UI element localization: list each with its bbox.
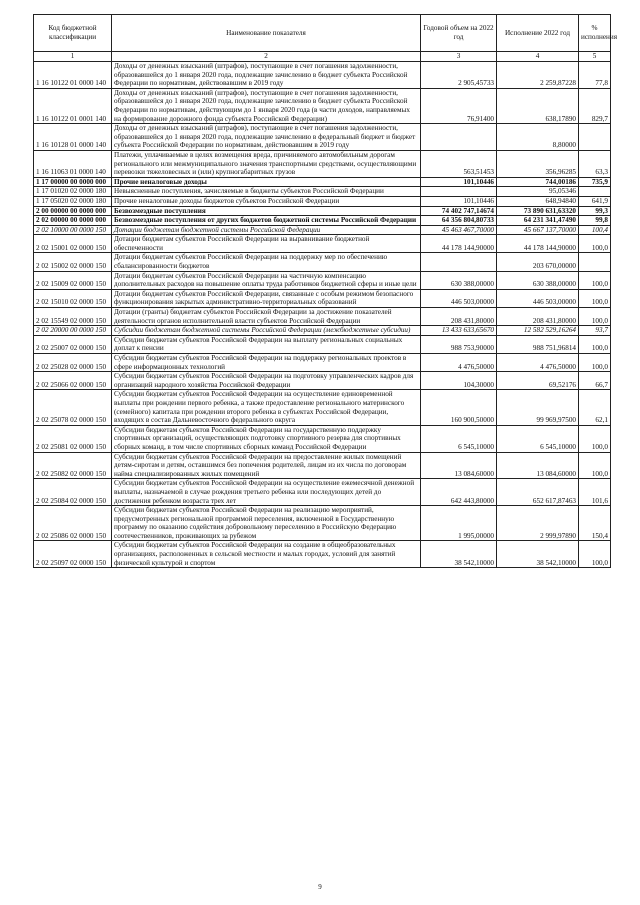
table-row [34,335,611,353]
row-exec: 38 542,10000 [497,541,579,568]
row-code: 2 02 10000 00 0000 150 [34,225,112,235]
row-exec: 648,94840 [497,196,579,206]
row-pct: 735,9 [579,177,611,187]
row-name: Дотации бюджетам субъектов Российской Федерации, связанные с особым режимом безопасного функционирования закрытых административно-территориальных образований [112,289,421,307]
row-code: 2 00 00000 00 0000 000 [34,206,112,216]
row-plan: 563,51453 [421,150,497,177]
row-pct: 829,7 [579,88,611,123]
table-row [34,271,611,289]
table-row [34,216,611,226]
row-exec: 99 969,97500 [497,390,579,425]
row-plan: 76,91400 [421,88,497,123]
column-number: 2 [112,52,421,62]
row-code: 2 02 25066 02 0000 150 [34,372,112,390]
row-plan: 4 476,50000 [421,354,497,372]
row-exec: 6 545,10000 [497,425,579,452]
row-name: Дотации бюджетам субъектов Российской Федерации на поддержку мер по обеспечению сбалансированности бюджетов [112,253,421,271]
row-name: Дотации бюджетам субъектов Российской Федерации на частичную компенсацию дополнительных расходов на повышение оплаты труда работников бюджетной сферы и иные цели [112,271,421,289]
row-code: 1 17 05020 02 0000 180 [34,196,112,206]
row-pct: 100,0 [579,235,611,253]
row-name: Субсидии бюджетам субъектов Российской Федерации на выплату региональных социальных доплат к пенсии [112,335,421,353]
row-exec: 2 259,87228 [497,62,579,89]
column-number: 4 [497,52,579,62]
row-pct: 100,4 [579,225,611,235]
row-pct: 150,4 [579,506,611,541]
row-code: 1 16 11063 01 0000 140 [34,150,112,177]
row-name: Доходы от денежных взысканий (штрафов), поступающие в счет погашения задолженности, образовавшейся до 1 января 2020 года, подлежащие зачислению в бюджет субъекта Российской Федерации по нормативам, действующим до 1 января 2020 года (в части доходов, направляемых на формирование дорожного фонда субъекта Российской Федерации) [112,88,421,123]
row-pct: 100,0 [579,308,611,326]
row-name: Невыясненные поступления, зачисляемые в бюджеты субъектов Российской Федерации [112,187,421,197]
row-code: 1 17 00000 00 0000 000 [34,177,112,187]
row-exec: 638,17890 [497,88,579,123]
row-name: Субсидии бюджетам субъектов Российской Федерации на подготовку управленческих кадров для организаций народного хозяйства Российской Федерации [112,372,421,390]
header-exec: Исполнение 2022 год [497,15,579,52]
row-name: Дотации бюджетам субъектов Российской Федерации на выравнивание бюджетной обеспеченности [112,235,421,253]
row-plan: 160 900,50000 [421,390,497,425]
row-plan: 38 542,10000 [421,541,497,568]
row-pct: 66,7 [579,372,611,390]
row-name: Дотации (гранты) бюджетам субъектов Российской Федерации за достижение показателей деятельности органов исполнительной власти субъектов Российской Федерации [112,308,421,326]
row-pct: 641,9 [579,196,611,206]
row-plan: 101,10446 [421,177,497,187]
table-row [34,308,611,326]
row-plan: 446 503,00000 [421,289,497,307]
table-row [34,187,611,197]
row-code: 2 02 25007 02 0000 150 [34,335,112,353]
row-code: 2 02 15001 02 0000 150 [34,235,112,253]
row-plan: 630 388,00000 [421,271,497,289]
row-plan [421,253,497,271]
table-row [34,235,611,253]
row-name: Доходы от денежных взысканий (штрафов), поступающие в счет погашения задолженности, образовавшейся до 1 января 2020 года, подлежащие зачислению в бюджет субъекта Российской Федерации по нормативам, действовавшим в 2019 году [112,62,421,89]
row-pct: 100,0 [579,425,611,452]
row-code: 2 02 15002 02 0000 150 [34,253,112,271]
table-row [34,354,611,372]
table-row [34,206,611,216]
row-name: Субсидии бюджетам субъектов Российской Федерации на поддержку региональных проектов в сфере информационных технологий [112,354,421,372]
row-plan: 13 084,60000 [421,452,497,479]
table-row [34,150,611,177]
row-name: Субсидии бюджетам субъектов Российской Федерации на осуществление ежемесячной денежной выплаты, назначаемой в случае рождения третьего ребенка или последующих детей до достижения ребенком возраста трех лет [112,479,421,506]
table-row [34,479,611,506]
row-code: 2 02 15010 02 0000 150 [34,289,112,307]
row-exec: 652 617,87463 [497,479,579,506]
row-exec: 95,05346 [497,187,579,197]
table-row [34,390,611,425]
row-exec: 4 476,50000 [497,354,579,372]
row-pct: 62,1 [579,390,611,425]
row-exec: 446 503,00000 [497,289,579,307]
row-code: 2 02 25078 02 0000 150 [34,390,112,425]
row-pct: 100,0 [579,541,611,568]
row-plan: 642 443,80000 [421,479,497,506]
row-name: Субсидии бюджетам субъектов Российской Федерации на осуществление единовременной выплаты при рождении первого ребенка, а также предоставление регионального материнского (семейного) капитала при рождении второго ребенка в субъектах Российской Федерации, входящих в состав Дальневосточного федерального округа [112,390,421,425]
row-plan: 101,10446 [421,196,497,206]
row-name: Субсидии бюджетам бюджетной системы Российской Федерации (межбюджетные субсидии) [112,326,421,336]
row-plan: 74 402 747,14674 [421,206,497,216]
row-exec: 13 084,60000 [497,452,579,479]
row-code: 2 02 15009 02 0000 150 [34,271,112,289]
row-exec: 208 431,80000 [497,308,579,326]
row-code: 1 16 10128 01 0000 140 [34,124,112,151]
row-exec: 64 231 341,47490 [497,216,579,226]
row-exec: 44 178 144,90000 [497,235,579,253]
header-plan: Годовой объем на 2022 год [421,15,497,52]
row-pct: 100,0 [579,354,611,372]
row-name: Прочие неналоговые доходы [112,177,421,187]
row-plan: 208 431,80000 [421,308,497,326]
row-code: 1 16 10122 01 0000 140 [34,62,112,89]
row-name: Платежи, уплачиваемые в целях возмещения вреда, причиняемого автомобильным дорогам регионального или межмуниципального значения транспортными средствами, осуществляющими перевозки тяжеловесных и (или) крупногабаритных грузов [112,150,421,177]
row-pct: 77,8 [579,62,611,89]
row-code: 2 02 25084 02 0000 150 [34,479,112,506]
table-row [34,253,611,271]
row-code: 2 02 00000 00 0000 000 [34,216,112,226]
column-number-row [34,52,611,62]
row-plan: 6 545,10000 [421,425,497,452]
row-exec: 630 388,00000 [497,271,579,289]
row-exec: 203 670,00000 [497,253,579,271]
row-name: Субсидии бюджетам субъектов Российской Федерации на создание в общеобразовательных организациях, расположенных в сельской местности и малых городах, условий для занятий физической культурой и спортом [112,541,421,568]
row-pct: 99,8 [579,216,611,226]
row-exec: 8,80000 [497,124,579,151]
row-plan [421,124,497,151]
table-row [34,196,611,206]
row-exec: 69,52176 [497,372,579,390]
table-row [34,506,611,541]
row-exec: 73 890 631,63320 [497,206,579,216]
row-name: Субсидии бюджетам субъектов Российской Федерации на государственную поддержку спортивных организаций, осуществляющих подготовку спортивного резерва для спортивных сборных команд, в том числе спортивных сборных команд Российской Федерации [112,425,421,452]
budget-execution-table [33,14,618,568]
row-exec: 356,96285 [497,150,579,177]
row-exec: 12 582 529,16264 [497,326,579,336]
row-code: 2 02 25081 02 0000 150 [34,425,112,452]
row-exec: 988 751,96814 [497,335,579,353]
row-code: 2 02 25028 02 0000 150 [34,354,112,372]
row-exec: 45 667 137,70000 [497,225,579,235]
row-pct: 93,7 [579,326,611,336]
header-pct: % исполнения [579,15,611,52]
row-pct: 100,0 [579,452,611,479]
table-row [34,326,611,336]
row-name: Субсидии бюджетам субъектов Российской Федерации на предоставление жилых помещений детям-сиротам и детям, оставшимся без попечения родителей, лицам из их числа по договорам найма специализированных жилых помещений [112,452,421,479]
column-number: 5 [579,52,611,62]
row-code: 1 17 01020 02 0000 180 [34,187,112,197]
row-pct [579,253,611,271]
row-code: 2 02 25086 02 0000 150 [34,506,112,541]
row-name: Прочие неналоговые доходы бюджетов субъектов Российской Федерации [112,196,421,206]
row-code: 2 02 25097 02 0000 150 [34,541,112,568]
row-name: Безвозмездные поступления [112,206,421,216]
row-name: Доходы от денежных взысканий (штрафов), поступающие в счет погашения задолженности, образовавшейся до 1 января 2020 года, подлежащие зачислению в федеральный бюджет и бюджет субъекта Российской Федерации по нормативам, действовавшим в 2019 году [112,124,421,151]
row-name: Субсидии бюджетам субъектов Российской Федерации на реализацию мероприятий, предусмотренных региональной программой переселения, включенной в Государственную программу по оказанию содействия добровольному переселению в Российскую Федерацию соотечественников, проживающих за рубежом [112,506,421,541]
row-exec: 2 999,97890 [497,506,579,541]
row-exec: 744,00186 [497,177,579,187]
table-row [34,452,611,479]
row-name: Дотации бюджетам бюджетной системы Российской Федерации [112,225,421,235]
table-row [34,88,611,123]
table-row [34,425,611,452]
table-header-row [34,15,611,52]
row-code: 1 16 10122 01 0001 140 [34,88,112,123]
row-plan: 104,30000 [421,372,497,390]
column-number: 3 [421,52,497,62]
page-number: 9 [318,883,322,891]
table-row [34,372,611,390]
row-pct: 100,0 [579,271,611,289]
table-row [34,289,611,307]
row-code: 2 02 15549 02 0000 150 [34,308,112,326]
row-plan: 988 753,90000 [421,335,497,353]
row-pct: 101,6 [579,479,611,506]
table-row [34,62,611,89]
row-pct: 99,3 [579,206,611,216]
header-code: Код бюджетной классификации [34,15,112,52]
table-row [34,124,611,151]
row-plan: 45 463 467,70000 [421,225,497,235]
row-pct [579,124,611,151]
row-pct: 63,3 [579,150,611,177]
table-body [34,62,611,568]
row-code: 2 02 25082 02 0000 150 [34,452,112,479]
row-pct [579,187,611,197]
row-name: Безвозмездные поступления от других бюджетов бюджетной системы Российской Федерации [112,216,421,226]
row-plan: 44 178 144,90000 [421,235,497,253]
row-plan [421,187,497,197]
table-row [34,177,611,187]
row-pct: 100,0 [579,289,611,307]
column-number: 1 [34,52,112,62]
row-plan: 13 433 633,65670 [421,326,497,336]
row-code: 2 02 20000 00 0000 150 [34,326,112,336]
header-name: Наименование показателя [112,15,421,52]
table-row [34,225,611,235]
row-plan: 1 995,00000 [421,506,497,541]
row-plan: 2 905,45733 [421,62,497,89]
table-row [34,541,611,568]
row-pct: 100,0 [579,335,611,353]
row-plan: 64 356 804,80733 [421,216,497,226]
